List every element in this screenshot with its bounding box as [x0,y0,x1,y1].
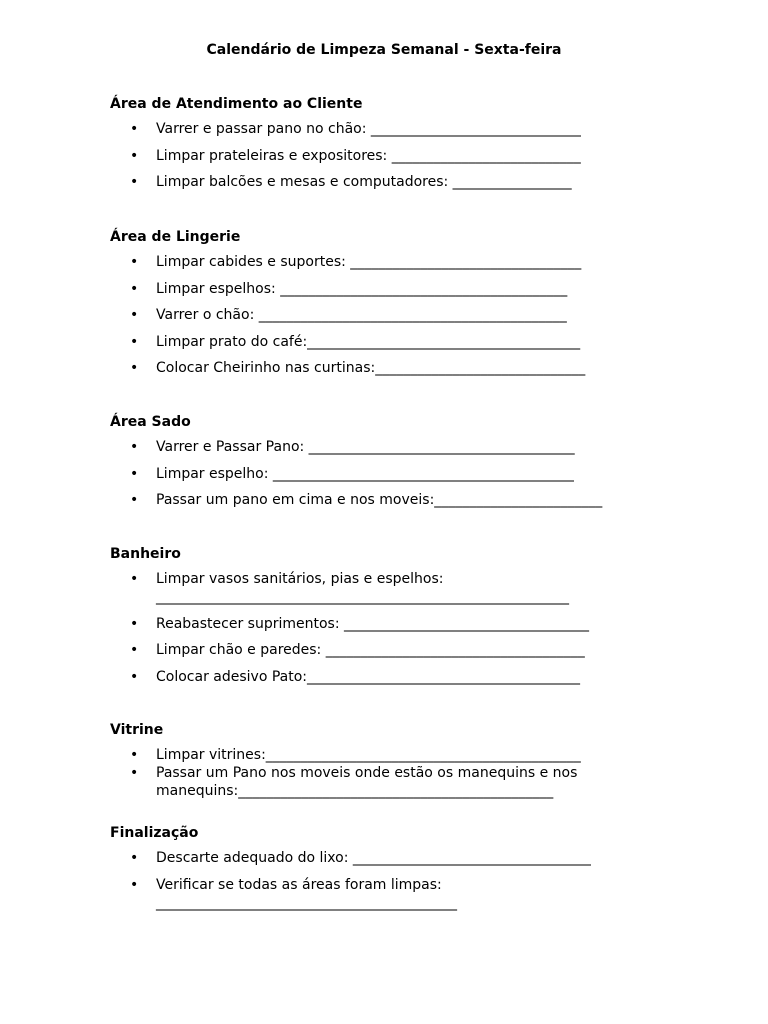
task-text: Limpar chão e paredes: _____________________________________ [156,642,585,659]
task-text: Descarte adequado do lixo: __________________________________ [156,850,591,866]
task-item [110,280,630,298]
section-heading: Área de Atendimento ao Cliente [110,96,363,112]
task-item [110,465,630,483]
section-heading: Finalização [110,825,199,841]
section-area-atendimento [110,94,630,200]
section-area-lingerie [110,227,630,386]
section-finalizacao [110,823,630,920]
task-list [110,570,630,686]
task-item [110,333,630,351]
task-text: Passar um Pano nos moveis onde estão os manequins e nos manequins:_____________________________________________ [156,765,582,799]
task-text: Reabastecer suprimentos: ___________________________________ [156,615,590,632]
task-text: Passar um pano em cima e nos moveis:________________________ [156,492,603,509]
task-text: Limpar vitrines:_____________________________________________ [156,747,581,763]
task-item [110,147,630,165]
task-list [110,438,630,509]
task-text: Limpar balcões e mesas e computadores: _________________ [156,174,572,191]
task-text: Colocar adesivo Pato:_______________________________________ [156,668,581,685]
section-heading: Área de Lingerie [110,229,241,245]
section-heading: Área Sado [110,414,191,430]
task-list [110,120,630,191]
task-item [110,764,630,800]
task-item [110,359,630,377]
task-text: Verificar se todas as áreas foram limpas: ___________________________________________ [156,876,457,911]
task-text: Limpar espelho: ___________________________________________ [156,465,574,482]
task-list [110,849,630,912]
task-list [110,253,630,377]
task-text: Limpar cabides e suportes: _________________________________ [156,254,582,270]
task-text: Varrer o chão: ____________________________________________ [156,307,567,324]
task-item [110,253,630,271]
task-text: Limpar espelhos: _________________________________________ [156,280,568,297]
section-heading: Vitrine [110,722,164,738]
section-banheiro [110,544,630,694]
task-item [110,120,630,138]
task-item [110,876,630,912]
task-text: Varrer e Passar Pano: ______________________________________ [156,439,575,455]
task-item [110,306,630,324]
document-title: Calendário de Limpeza Semanal - Sexta-feira [206,42,562,58]
task-item [110,746,630,764]
task-text: Colocar Cheirinho nas curtinas:______________________________ [156,360,586,377]
task-text: Limpar prato do café:_______________________________________ [156,333,581,350]
section-area-sado [110,412,630,518]
task-item [110,849,630,867]
task-text: Limpar vasos sanitários, pias e espelhos: ___________________________________________________________ [156,571,569,605]
task-item [110,641,630,659]
task-item [110,570,630,606]
task-item [110,615,630,633]
task-item [110,668,630,686]
task-list [110,746,630,800]
task-item [110,173,630,191]
task-item [110,491,630,509]
task-item [110,438,630,456]
task-text: Limpar prateleiras e expositores: ___________________________ [156,147,581,164]
section-vitrine [110,720,630,809]
task-text: Varrer e passar pano no chão: ______________________________ [156,121,581,137]
section-heading: Banheiro [110,546,181,562]
